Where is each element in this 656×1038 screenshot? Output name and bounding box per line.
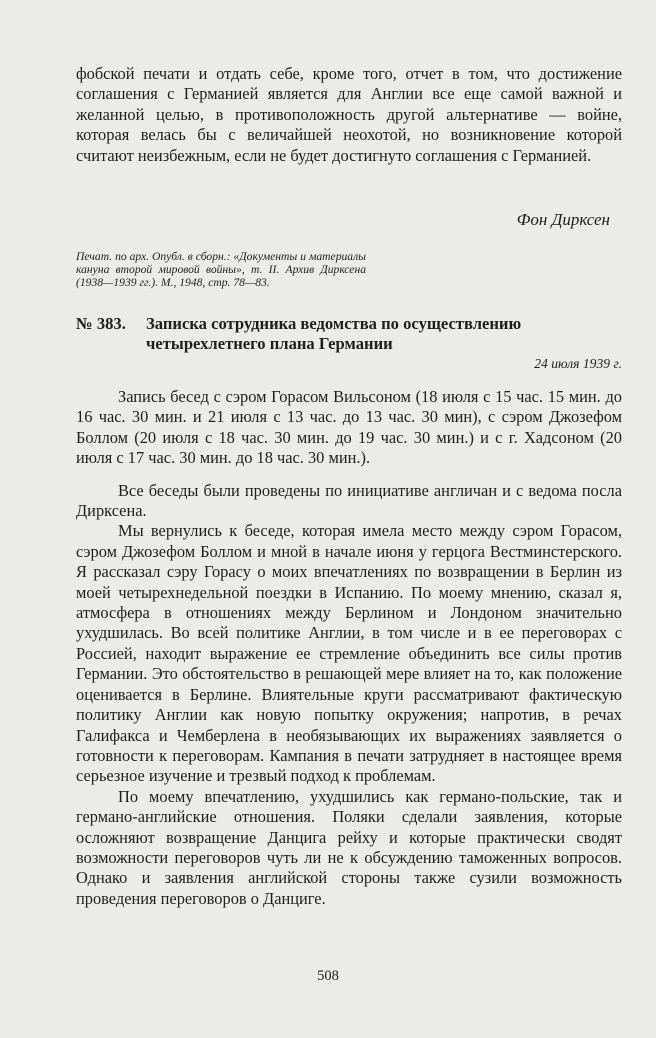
body-paragraph: Мы вернулись к беседе, которая имела место между сэром Горасом, сэром Джозефом Боллом и мной в начале июня у герцога Вестминстерского. Я рассказал сэру Горасу о моих впечатлениях по возвращении в Берлин из моей четырехнедельной поездки в Испанию. По моему мнению, сказал я, атмосфера в отношениях между Берлином и Лондоном значительно ухудшилась. Во всей политике Англии, в том числе и в ее переговорах с Россией, находит выражение ее стремление объединить все силы против Германии. Это обстоятельство в решающей мере влияет на то, как положение оценивается в Берлине. Влиятельные круги рассматривают фактическую политику Англии как новую попытку окружения; напротив, в речах Галифакса и Чемберлена в необязывающих их выражениях заявляется о готовности к переговорам. Кампания в печати затрудняет в настоящее время серьезное изучение и трезвый подход к проблемам.: [76, 521, 622, 786]
document-number: № 383.: [76, 314, 126, 333]
document-header: [76, 314, 622, 353]
body-paragraph: По моему впечатлению, ухудшились как германо-польские, так и германо-английские отношения. Поляки сделали заявления, которые осложняют возвращение Данцига рейху и которые практически сводят возможности переговоров чуть ли не к обсуждению таможенных вопросов. Однако и заявления английской стороны также сузили возможность проведения переговоров о Данциге.: [76, 786, 622, 908]
signature: Фон Дирксен: [516, 210, 610, 229]
intro-paragraph: фобской печати и отдать себе, кроме того, отчет в том, что достижение соглашения с Германией является для Англии все еще самой важной и желанной целью, в противоположность другой альтернативе — войне, которая велась бы с величайшей неохотой, но возникновение которой считают неизбежным, если не будет достигнуто соглашения с Германией.: [76, 64, 622, 165]
document-title-line1: Записка сотрудника ведомства по осуществлению: [146, 314, 522, 333]
intro-block: [76, 64, 622, 166]
body-paragraph: Все беседы были проведены по инициативе англичан и с ведома посла Дирксена.: [76, 480, 622, 521]
document-title-line2: четырехлетнего плана Германии: [146, 333, 393, 353]
document-date: 24 июля 1939 г.: [534, 356, 622, 371]
body-text: [76, 387, 622, 909]
source-note: Печат. по арх. Опубл. в сборн.: «Документы и материалы кануна второй мировой войны», т. II. Архив Дирксена (1938—1939 гг.). М., 1948, стр. 78—83.: [76, 250, 366, 290]
page-number: 508: [317, 968, 339, 984]
body-paragraph: Запись бесед с сэром Горасом Вильсоном (18 июля с 15 час. 15 мин. до 16 час. 30 мин. и 21 июля с 13 час. до 13 час. 30 мин), с сэром Джозефом Боллом (20 июля с 18 час. 30 мин. до 19 час. 30 мин.) и с г. Хадсоном (20 июля с 17 час. 30 мин. до 18 час. 30 мин.).: [76, 387, 622, 468]
